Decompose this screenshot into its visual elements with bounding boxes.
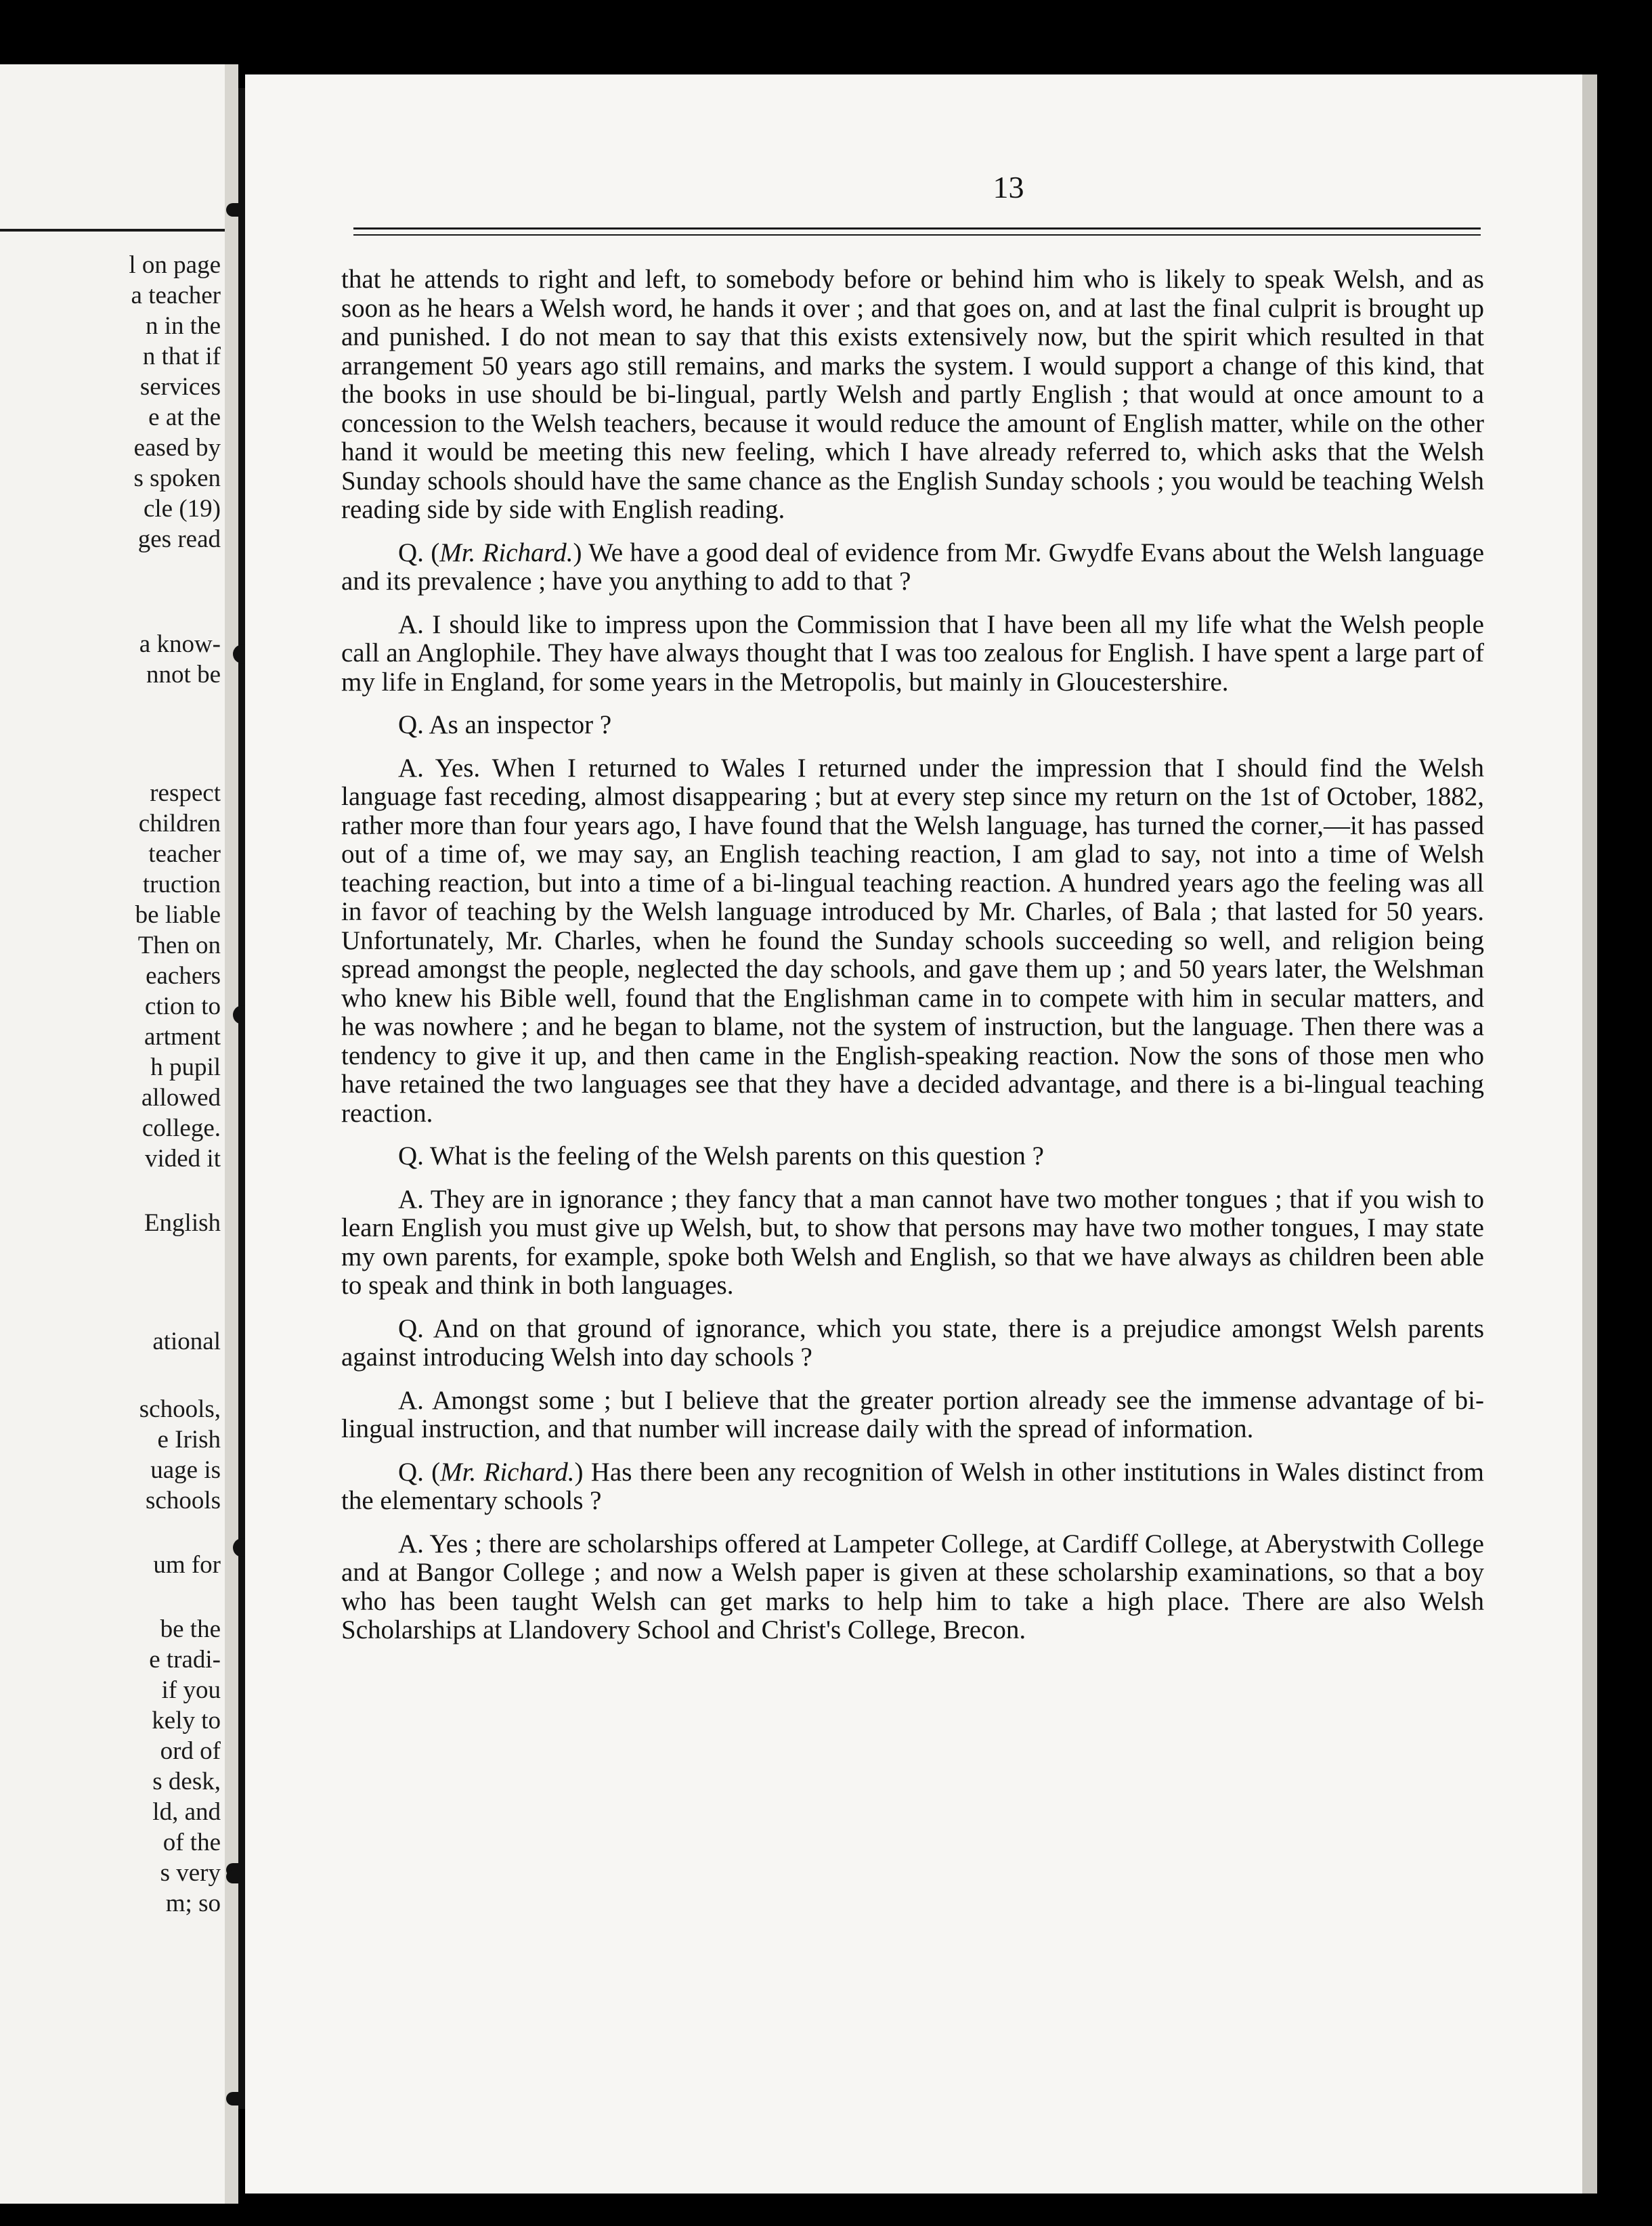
paragraph: A. I should like to impress upon the Commission that I have been all my life what the Welsh people call an Anglophile. They have always thought that I was too zealous for English. I have spent a large part of my life in England, for some years in the Metropolis, but mainly in Gloucestershire.	[341, 609, 1484, 697]
previous-page-line: Then on	[137, 932, 221, 959]
previous-page-line: ord of	[160, 1737, 221, 1765]
previous-page-line: eased by	[133, 434, 221, 462]
previous-page-line: of the	[162, 1829, 221, 1856]
paragraph: Q. What is the feeling of the Welsh parents on this question ?	[398, 1141, 1044, 1171]
previous-page-line: nnot be	[146, 661, 221, 689]
previous-page-line: ational	[152, 1328, 221, 1355]
previous-page-line: n that if	[142, 343, 221, 370]
previous-page-line: a know-	[139, 630, 221, 658]
previous-page-line: schools	[146, 1487, 221, 1514]
previous-page-line: s spoken	[133, 464, 221, 492]
previous-page-line: be the	[160, 1615, 221, 1643]
previous-page-line: n in the	[146, 312, 221, 340]
previous-page-line: e tradi-	[149, 1646, 221, 1674]
previous-page-line: eachers	[146, 962, 221, 990]
speaker-name: Mr. Richard.	[440, 1457, 575, 1487]
paragraph: Q. And on that ground of ignorance, which you state, there is a prejudice amongst Welsh parents against introducing Welsh into day schools ?	[341, 1313, 1484, 1372]
previous-page-line: l on page	[129, 251, 221, 279]
previous-page-line: ges read	[137, 525, 221, 553]
previous-page-line: artment	[144, 1023, 221, 1051]
previous-page-line: e at the	[148, 403, 221, 431]
paragraph	[341, 1458, 1484, 1516]
header-rule	[353, 227, 1481, 230]
previous-page-line: h pupil	[150, 1053, 221, 1081]
document-page	[245, 74, 1582, 2194]
previous-page-line: children	[138, 810, 221, 837]
previous-page-line: English	[144, 1209, 221, 1237]
question-text: ) Has there been any recognition of Welsh in other institutions in Wales distinct from the elementary schools ?	[341, 1457, 1485, 1515]
paragraph: Q. As an inspector ?	[398, 710, 612, 739]
speaker-name: Mr. Richard.	[439, 538, 573, 567]
previous-page-line: schools,	[139, 1395, 221, 1423]
previous-page-line: be liable	[135, 901, 221, 929]
header-rule	[353, 234, 1481, 236]
body-text	[341, 265, 1484, 1659]
previous-page-line: teacher	[148, 840, 221, 868]
previous-page-line: kely to	[152, 1707, 221, 1734]
paragraph: A. Amongst some ; but I believe that the greater portion already see the immense advantage of bi-lingual instruction, and that number will increase daily with the spread of information.	[341, 1385, 1484, 1443]
previous-page-line: s desk,	[152, 1768, 221, 1795]
previous-page-line: college.	[142, 1114, 221, 1142]
binding-thread	[238, 88, 245, 2109]
previous-page-line: vided it	[144, 1145, 221, 1173]
previous-page-line: ld, and	[152, 1798, 221, 1826]
paragraph: A. Yes. When I returned to Wales I returned under the impression that I should find the Welsh language fast receding, almost disappearing ; but at every step since my return on the 1st of October, 1882, rather more than four years ago, I have found that the Welsh language, has turned the corner,—it has passed out of a time of, we may say, an English teaching reaction, I am glad to say, not into a time of Welsh teaching reaction, but into a time of a bi-lingual teaching reaction. A hundred years ago the feeling was all in favor of teaching by the Welsh language introduced by Mr. Charles, of Bala ; that lasted for 50 years. Unfortunately, Mr. Charles, when he found the Sunday schools succeeding so well, and religion being spread amongst the people, neglected the day schools, and gave them up ; and 50 years later, the Welshman who knew his Bible well, found that the Englishman came in to compete with him in secular matters, and he was nowhere ; and he began to blame, not the system of instruction, but the language. Then there was a tendency to give it up, and then came in the English-speaking reaction. Now the sons of those men who have retained the two languages see that they have a decided advantage, and there is a bi-lingual teaching reaction.	[341, 753, 1484, 1128]
previous-page-line: a teacher	[131, 282, 221, 309]
previous-page-line: ction to	[144, 992, 221, 1020]
previous-page-rule	[0, 229, 225, 232]
previous-page-strip	[0, 64, 225, 2204]
previous-page-line: e Irish	[157, 1426, 221, 1454]
previous-page-line: if you	[161, 1676, 221, 1704]
paragraph: that he attends to right and left, to somebody before or behind him who is likely to speak Welsh, and as soon as he hears a Welsh word, he hands it over ; and that goes on, and at last the final culprit is brought up and punished. I do not mean to say that this exists extensively now, but the spirit which resulted in that arrangement 50 years ago still remains, and marks the system. I would support a change of this kind, that the books in use should be bi-lingual, partly Welsh and partly English ; that would at once amount to a concession to the Welsh teachers, because it would reduce the amount of English matter, while on the other hand it would be meeting this new feeling, which I have already referred to, which asks that the Welsh Sunday schools should have the same chance as the English Sunday schools ; you would be teaching Welsh reading side by side with English reading.	[341, 265, 1484, 524]
previous-page-line: s very	[160, 1859, 221, 1887]
previous-page-line: allowed	[141, 1084, 221, 1112]
previous-page-line: m; so	[165, 1890, 221, 1917]
paragraph	[341, 539, 1484, 596]
question-text: ) We have a good deal of evidence from Mr. Gwydfe Evans about the Welsh language and its prevalence ; have you anything to add to that ?	[341, 538, 1485, 596]
previous-page-line: respect	[150, 779, 221, 807]
page-number: 13	[993, 170, 1024, 204]
paragraph: A. They are in ignorance ; they fancy that a man cannot have two mother tongues ; that if you wish to learn English you must give up Welsh, but, to show that persons may have two mother tongues, I may state my own parents, for example, spoke both Welsh and English, so that we have always as children been able to speak and think in both languages.	[341, 1184, 1484, 1300]
question-prefix: Q. (	[398, 538, 440, 567]
previous-page-line: truction	[142, 871, 221, 898]
question-prefix: Q. (	[398, 1457, 441, 1487]
previous-page-line: uage is	[150, 1456, 221, 1484]
previous-page-line: um for	[153, 1551, 221, 1579]
page-edge	[1582, 74, 1597, 2194]
paragraph: A. Yes ; there are scholarships offered at Lampeter College, at Cardiff College, at Aberystwith College and at Bangor College ; and now a Welsh paper is given at these scholarship examinations, so that a boy who has been taught Welsh can get marks to help him to take a high place. There are also Welsh Scholarships at Llandovery School and Christ's College, Brecon.	[341, 1529, 1484, 1644]
previous-page-line: services	[139, 373, 221, 401]
previous-page-line: cle (19)	[143, 495, 221, 523]
